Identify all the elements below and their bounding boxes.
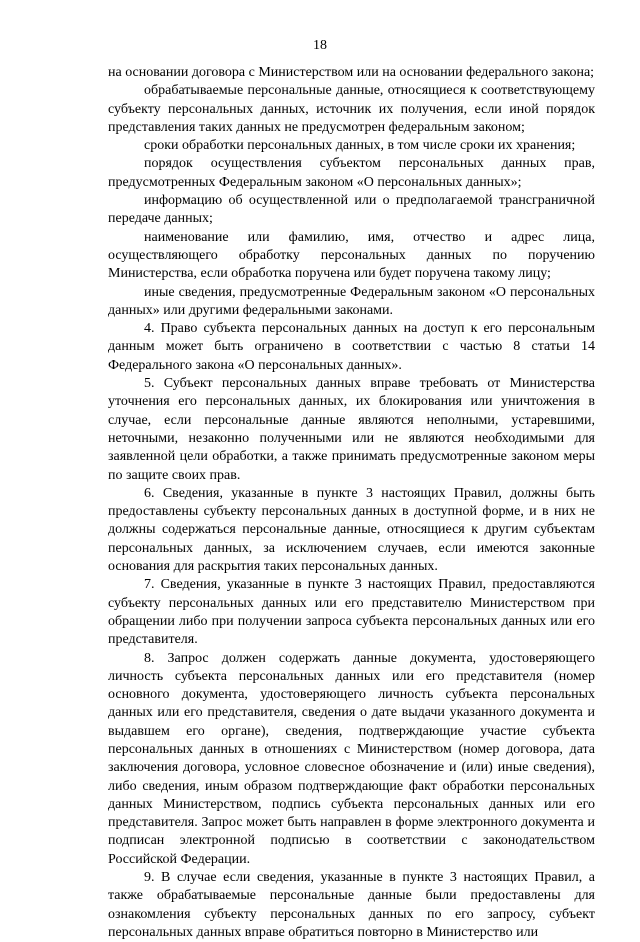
paragraph: на основании договора с Министерством или на основании федерального закона; bbox=[108, 65, 595, 80]
document-body bbox=[108, 64, 595, 942]
paragraph: наименование или фамилию, имя, отчество и адрес лица, осуществляющего обработку персональных данных по поручению Министерства, если обработка поручена или будет поручена такому лицу; bbox=[108, 229, 595, 282]
paragraph: порядок осуществления субъектом персональных данных прав, предусмотренных Федеральным законом «О персональных данных»; bbox=[108, 156, 595, 190]
paragraph: обрабатываемые персональные данные, относящиеся к соответствующему субъекту персональных данных, источник их получения, если иной порядок представления таких данных не предусмотрен федеральным законом; bbox=[108, 83, 595, 135]
paragraph-item-6: 6. Сведения, указанные в пункте 3 настоящих Правил, должны быть предоставлены субъекту персональных данных в доступной форме, и в них не должны содержаться персональные данные, относящиеся к другим субъектам персональных данных, за исключением случаев, если имеются законные основания для раскрытия таких персональных данных. bbox=[108, 485, 595, 575]
paragraph-item-4: 4. Право субъекта персональных данных на доступ к его персональным данным может быть ограничено в соответствии с частью 8 статьи 14 Федерального закона «О персональных данных». bbox=[108, 321, 595, 373]
paragraph-item-8: 8. Запрос должен содержать данные документа, удостоверяющего личность субъекта персональных данных или его представителя (номер основного документа, удостоверяющего личность субъекта персональных данных или его представителя, сведения о дате выдачи указанного документа и выдавшем его органе), сведения, подтверждающие участие субъекта персональных данных в отношениях с Министерством (номер договора, дата заключения договора, условное словесное обозначение и (или) иные сведения), либо сведения, иным образом подтверждающие факт обработки персональных данных Министерством, подпись субъекта персональных данных или его представителя. Запрос может быть направлен в форме электронного документа и подписан электронной подписью в соответствии с законодательством Российской Федерации. bbox=[108, 650, 595, 867]
paragraph-item-7: 7. Сведения, указанные в пункте 3 настоящих Правил, предоставляются субъекту персональных данных или его представителю Министерством при обращении либо при получении запроса субъекта персональных данных или его представителя. bbox=[108, 577, 595, 648]
paragraph-item-5: 5. Субъект персональных данных вправе требовать от Министерства уточнения его персональных данных, их блокирования или уничтожения в случае, если персональные данные являются неполными, устаревшими, неточными, незаконно полученными или не являются необходимыми для заявленной цели обработки, а также принимать предусмотренные законом меры по защите своих прав. bbox=[108, 376, 595, 483]
paragraph: сроки обработки персональных данных, в том числе сроки их хранения; bbox=[144, 138, 576, 154]
page-number: 18 bbox=[313, 38, 327, 53]
paragraph-item-9: 9. В случае если сведения, указанные в пункте 3 настоящих Правил, а также обрабатываемые персональные данные были предоставлены для ознакомления субъекту персональных данных по его запросу, субъект персональных данных вправе обратиться повторно в Министерство или bbox=[108, 870, 595, 940]
paragraph: информацию об осуществленной или о предполагаемой трансграничной передаче данных; bbox=[108, 193, 595, 227]
paragraph: иные сведения, предусмотренные Федеральным законом «О персональных данных» или другими федеральными законами. bbox=[108, 284, 595, 318]
